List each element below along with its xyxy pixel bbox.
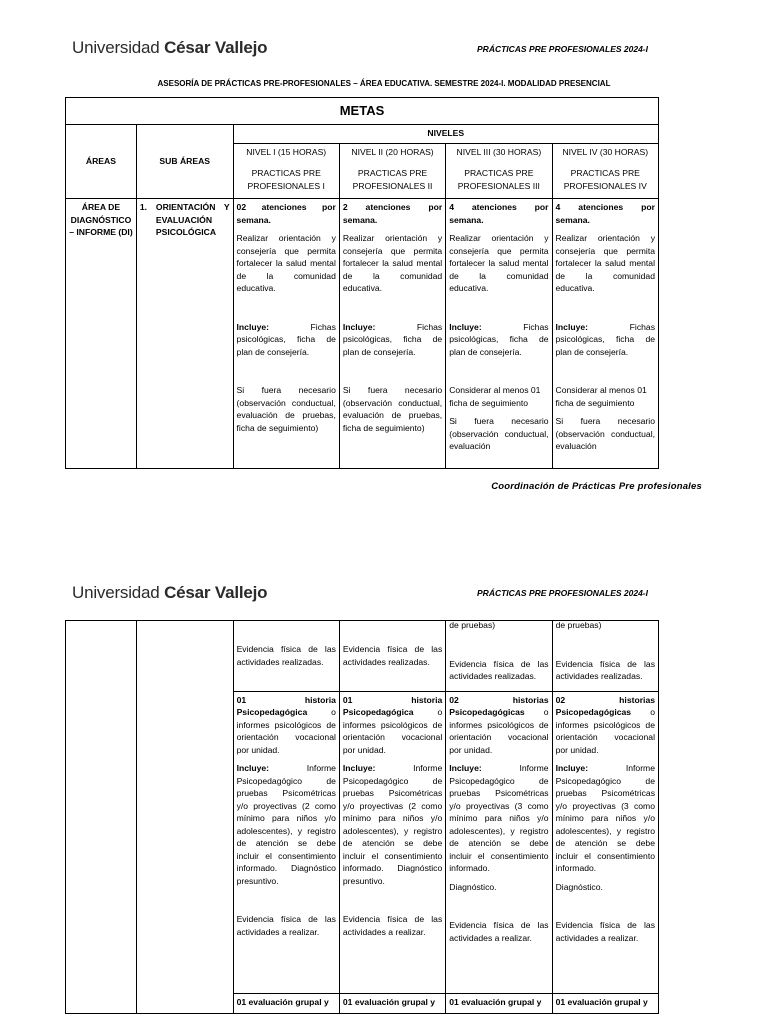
areas-header: ÁREAS	[66, 125, 137, 199]
level-1-goals: 02 atenciones por semana. Realizar orientación y consejería que permita fortalecer la salud mental de la comunidad educativa. Incluye: Fichas psicológicas, ficha de plan de consejería. Si fuera necesario (observación conductual, evaluación de pruebas, ficha de seguimiento)	[233, 199, 339, 469]
level-4-history: 02 historias Psicopedagógicas o informes psicológicos de orientación vocacional por unidad. Incluye: Informe Psicopedagógico de pruebas Psicométricas y/o proyectivas (3 como mínimo para niños y/o adolescentes), y registro de atención se debe incluir el consentimiento informado. Diagnóstico. Evidencia física de las actividades a realizar.	[552, 691, 658, 993]
level-2-group-eval: 01 evaluación grupal y	[339, 993, 445, 1013]
level-1-group-eval: 01 evaluación grupal y	[233, 993, 339, 1013]
level-2-cont: Evidencia física de las actividades realizadas.	[339, 621, 445, 692]
level-header: NIVEL III (30 HORAS) PRACTICAS PRE PROFESIONALES III	[446, 144, 552, 199]
level-2-goals: 2 atenciones por semana. Realizar orientación y consejería que permita fortalecer la salud mental de la comunidad educativa. Incluye: Fichas psicológicas, ficha de plan de consejería. Si fuera necesario (observación conductual, evaluación de pruebas, ficha de seguimiento)	[339, 199, 445, 469]
level-1-cont: Evidencia física de las actividades realizadas.	[233, 621, 339, 692]
logo-name-light: Universidad	[72, 583, 165, 602]
page-2	[0, 560, 768, 1024]
logo-name-bold: César Vallejo	[164, 38, 268, 57]
niveles-header: NIVELES	[233, 125, 658, 144]
level-header: NIVEL II (20 HORAS) PRACTICAS PRE PROFESIONALES II	[339, 144, 445, 199]
subareas-header: SUB ÁREAS	[136, 125, 233, 199]
level-header: NIVEL I (15 HORAS) PRACTICAS PRE PROFESIONALES I	[233, 144, 339, 199]
area-cell: ÁREA DE DIAGNÓSTICO – INFORME (DI)	[66, 199, 137, 469]
level-1-history: 01 historia Psicopedagógica o informes psicológicos de orientación vocacional por unidad. Incluye: Informe Psicopedagógico de pruebas Psicométricas y/o proyectivas (2 como mínimo para niños y/o adolescentes), y registro de atención se debe incluir el consentimiento informado. Diagnóstico presuntivo. Evidencia física de las actividades a realizar.	[233, 691, 339, 993]
level-3-goals: 4 atenciones por semana. Realizar orientación y consejería que permita fortalecer la salud mental de la comunidad educativa. Incluye: Fichas psicológicas, ficha de plan de consejería. Considerar al menos 01 ficha de seguimiento Si fuera necesario (observación conductual, evaluación	[446, 199, 552, 469]
level-3-group-eval: 01 evaluación grupal y	[446, 993, 552, 1013]
metas-table	[65, 97, 659, 469]
metas-heading: METAS	[66, 98, 659, 125]
header-right-text: PRÁCTICAS PRE PROFESIONALES 2024-I	[477, 44, 648, 54]
university-logo	[66, 28, 268, 68]
document-title: ASESORÍA DE PRÁCTICAS PRE-PROFESIONALES – ÁREA EDUCATIVA. SEMESTRE 2024-I. MODALIDAD PRESENCIAL	[157, 79, 611, 88]
metas-table-continued	[65, 620, 659, 1014]
header-right-text: PRÁCTICAS PRE PROFESIONALES 2024-I	[477, 588, 648, 598]
page-gap	[0, 515, 768, 560]
level-4-cont: de pruebas) Evidencia física de las actividades realizadas.	[552, 621, 658, 692]
footer-coordination: Coordinación de Prácticas Pre profesionales	[491, 481, 702, 492]
logo-name-light: Universidad	[72, 38, 165, 57]
level-3-cont: de pruebas) Evidencia física de las actividades realizadas.	[446, 621, 552, 692]
subarea-cell: 1. ORIENTACIÓN Y EVALUACIÓN PSICOLÓGICA	[136, 199, 233, 469]
level-3-history: 02 historias Psicopedagógicas o informes psicológicos de orientación vocacional por unidad. Incluye: Informe Psicopedagógico de pruebas Psicométricas y/o proyectivas (3 como mínimo para niños y/o adolescentes), y registro de atención se debe incluir el consentimiento informado. Diagnóstico. Evidencia física de las actividades a realizar.	[446, 691, 552, 993]
level-4-group-eval: 01 evaluación grupal y	[552, 993, 658, 1013]
level-header: NIVEL IV (30 HORAS) PRACTICAS PRE PROFESIONALES IV	[552, 144, 658, 199]
logo-name-bold: César Vallejo	[164, 583, 268, 602]
subarea-cell-continued	[136, 621, 233, 1014]
level-2-history: 01 historia Psicopedagógica o informes psicológicos de orientación vocacional por unidad. Incluye: Informe Psicopedagógico de pruebas Psicométricas y/o proyectivas (2 como mínimo para niños y/o adolescentes), y registro de atención se debe incluir el consentimiento informado. Diagnóstico presuntivo. Evidencia física de las actividades a realizar.	[339, 691, 445, 993]
level-4-goals: 4 atenciones por semana. Realizar orientación y consejería que permita fortalecer la salud mental de la comunidad educativa. Incluye: Fichas psicológicas, ficha de plan de consejería. Considerar al menos 01 ficha de seguimiento Si fuera necesario (observación conductual, evaluación	[552, 199, 658, 469]
university-logo	[66, 573, 268, 613]
area-cell-continued	[66, 621, 137, 1014]
